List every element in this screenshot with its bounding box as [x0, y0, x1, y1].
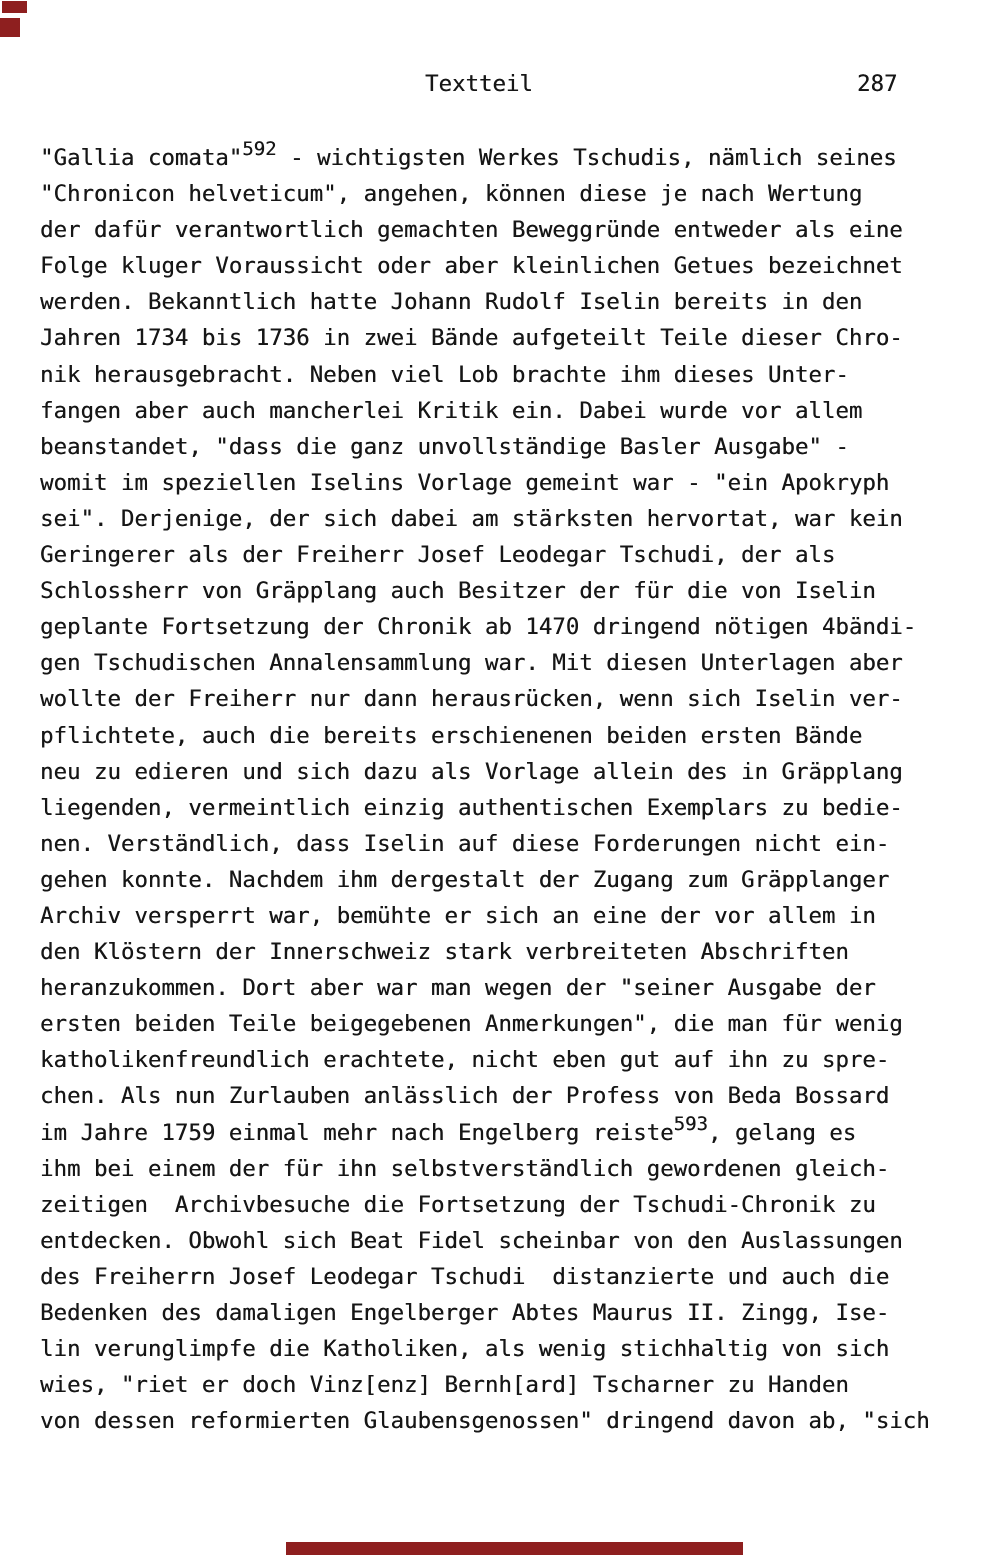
text-line: [40, 1403, 970, 1439]
text-run: Jahren 1734 bis 1736 in zwei Bände aufgeteilt Teile dieser Chro-: [40, 325, 903, 352]
text-line: [40, 934, 970, 970]
text-line: [40, 826, 970, 862]
text-line: [40, 212, 970, 248]
footnote-reference: 592: [242, 138, 277, 160]
text-line: [40, 681, 970, 717]
text-run: des Freiherrn Josef Leodegar Tschudi distanzierte und auch die: [40, 1263, 890, 1290]
text-line: [40, 501, 970, 537]
text-line: [40, 1042, 970, 1078]
running-head: Textteil: [425, 71, 533, 97]
text-line: [40, 1259, 970, 1295]
text-run: "Gallia comata": [40, 145, 243, 171]
text-line: [40, 320, 970, 356]
text-line: [40, 754, 970, 790]
text-line: [40, 176, 970, 212]
text-line: [40, 537, 970, 573]
footnote-reference: 593: [673, 1112, 708, 1135]
text-run: , gelang es: [707, 1119, 857, 1146]
text-run: von dessen reformierten Glaubensgenossen" dringend davon ab, "sich: [40, 1408, 930, 1435]
text-line: [40, 1223, 970, 1259]
text-run: wies, "riet er doch Vinz[enz] Bernh[ard] Tscharner zu Handen: [40, 1372, 849, 1399]
text-run: neu zu edieren und sich dazu als Vorlage allein des in Gräpplang: [40, 758, 903, 785]
text-line: [40, 862, 970, 898]
text-line: [40, 898, 970, 934]
text-run: pflichtete, auch die bereits erschienenen beiden ersten Bände: [40, 722, 863, 749]
text-run: ersten beiden Teile beigegebenen Anmerkungen", die man für wenig: [40, 1011, 903, 1038]
text-run: zeitigen Archivbesuche die Fortsetzung der Tschudi-Chronik zu: [40, 1191, 876, 1218]
body-text: [40, 140, 970, 1439]
text-line: [40, 1331, 970, 1367]
scan-mark: [0, 18, 20, 37]
text-line: [40, 429, 970, 465]
text-run: nik herausgebracht. Neben viel Lob brachte ihm dieses Unter-: [40, 361, 849, 388]
text-run: liegenden, vermeintlich einzig authentischen Exemplars zu bedie-: [40, 794, 903, 821]
text-line: [40, 284, 970, 320]
page-number: 287: [857, 71, 898, 97]
text-run: fangen aber auch mancherlei Kritik ein. Dabei wurde vor allem: [40, 397, 863, 424]
text-run: katholikenfreundlich erachtete, nicht eben gut auf ihn zu spre-: [40, 1047, 890, 1074]
text-run: Folge kluger Voraussicht oder aber kleinlichen Getues bezeichnet: [40, 253, 903, 280]
text-run: chen. Als nun Zurlauben anlässlich der Profess von Beda Bossard: [40, 1083, 890, 1110]
text-line: [40, 1187, 970, 1223]
text-line: [40, 248, 970, 284]
text-line: [40, 1078, 970, 1114]
text-line: [40, 465, 970, 501]
text-line: [40, 645, 970, 681]
text-run: gen Tschudischen Annalensammlung war. Mit diesen Unterlagen aber: [40, 650, 903, 677]
text-run: womit im speziellen Iselins Vorlage gemeint war - "ein Apokryph: [40, 469, 890, 496]
text-line: [40, 790, 970, 826]
text-line: [40, 718, 970, 754]
text-run: Schlossherr von Gräpplang auch Besitzer der für die von Iselin: [40, 578, 876, 605]
text-line: [40, 357, 970, 393]
text-run: entdecken. Obwohl sich Beat Fidel scheinbar von den Auslassungen: [40, 1227, 903, 1254]
text-run: lin verunglimpfe die Katholiken, als wenig stichhaltig von sich: [40, 1336, 890, 1363]
text-run: Archiv versperrt war, bemühte er sich an eine der vor allem in: [40, 902, 876, 929]
text-run: der dafür verantwortlich gemachten Beweggründe entweder als eine: [40, 217, 903, 244]
text-run: sei". Derjenige, der sich dabei am stärksten hervortat, war kein: [40, 505, 903, 532]
text-run: - wichtigsten Werkes Tschudis, nämlich seines: [276, 145, 897, 171]
text-line: [40, 573, 970, 609]
text-line: [40, 609, 970, 645]
scan-mark: [2, 1, 27, 13]
text-run: gehen konnte. Nachdem ihm dergestalt der Zugang zum Gräpplanger: [40, 866, 890, 893]
text-run: geplante Fortsetzung der Chronik ab 1470 dringend nötigen 4bändi-: [40, 614, 917, 641]
text-line: [40, 1006, 970, 1042]
text-run: im Jahre 1759 einmal mehr nach Engelberg reiste: [40, 1119, 674, 1146]
text-line: [40, 1151, 970, 1187]
text-run: nen. Verständlich, dass Iselin auf diese Forderungen nicht ein-: [40, 830, 890, 857]
scan-mark: [286, 1542, 743, 1555]
text-line: [40, 1295, 970, 1331]
text-run: beanstandet, "dass die ganz unvollständige Basler Ausgabe" -: [40, 433, 849, 460]
text-line: [40, 970, 970, 1006]
text-line: [40, 393, 970, 429]
text-run: werden. Bekanntlich hatte Johann Rudolf Iselin bereits in den: [40, 289, 863, 316]
text-run: heranzukommen. Dort aber war man wegen der "seiner Ausgabe der: [40, 975, 876, 1002]
text-line: [40, 140, 970, 176]
text-line: [40, 1112, 970, 1151]
text-run: Bedenken des damaligen Engelberger Abtes Maurus II. Zingg, Ise-: [40, 1300, 890, 1326]
text-run: wollte der Freiherr nur dann herausrücken, wenn sich Iselin ver-: [40, 686, 903, 713]
text-run: ihm bei einem der für ihn selbstverständlich gewordenen gleich-: [40, 1155, 890, 1182]
text-run: den Klöstern der Innerschweiz stark verbreiteten Abschriften: [40, 939, 849, 966]
text-run: Geringerer als der Freiherr Josef Leodegar Tschudi, der als: [40, 542, 836, 569]
text-line: [40, 1367, 970, 1403]
text-run: "Chronicon helveticum", angehen, können diese je nach Wertung: [40, 181, 863, 208]
